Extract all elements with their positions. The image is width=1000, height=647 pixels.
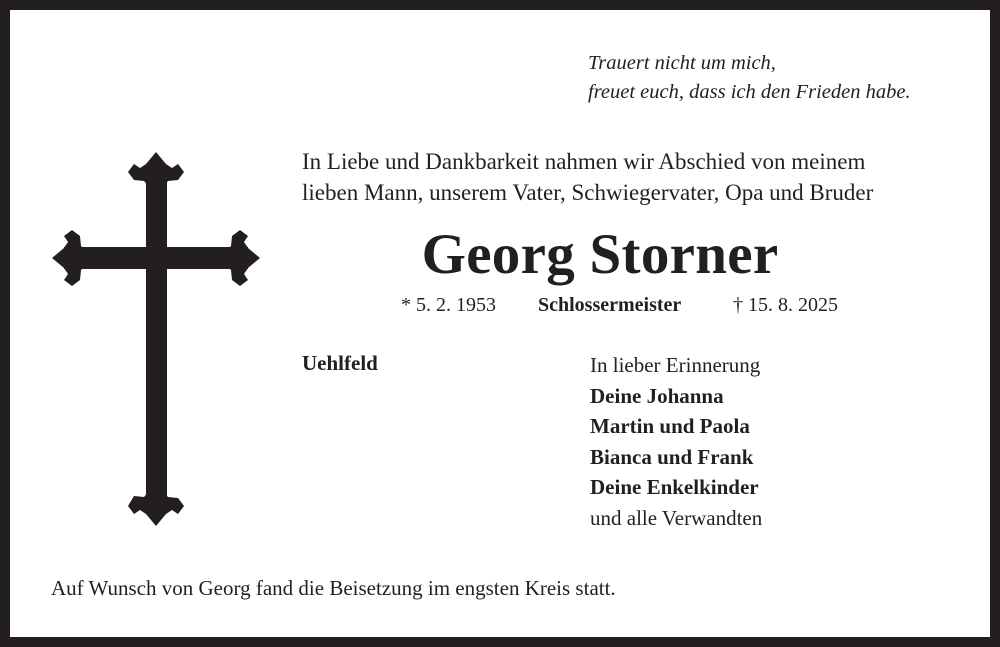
birth-date: * 5. 2. 1953 (401, 294, 496, 316)
mourners-list (590, 350, 762, 533)
mourners-intro: In lieber Erinnerung (590, 353, 761, 377)
deceased-name: Georg Storner (421, 223, 779, 286)
quote-line-1: Trauert nicht um mich, (588, 52, 776, 74)
intro-line-1: In Liebe und Dankbarkeit nahmen wir Abschied von meinem (302, 149, 866, 174)
intro-line-2: lieben Mann, unserem Vater, Schwiegervater, Opa und Bruder (302, 180, 874, 205)
intro-text (302, 146, 873, 208)
mourner-name: Martin und Paola (590, 414, 750, 438)
death-date: † 15. 8. 2025 (733, 294, 838, 316)
mourner-name: Deine Enkelkinder (590, 475, 759, 499)
cross-icon (50, 150, 262, 528)
place: Uehlfeld (302, 351, 378, 375)
mourner-name: Deine Johanna (590, 383, 724, 408)
mourner-name: Bianca und Frank (590, 444, 754, 469)
profession: Schlossermeister (538, 294, 682, 316)
footer-note: Auf Wunsch von Georg fand die Beisetzung im engsten Kreis statt. (51, 576, 616, 600)
quote-line-2: freuet euch, dass ich den Frieden habe. (588, 81, 911, 103)
obituary-card (10, 10, 990, 637)
mourners-closing: und alle Verwandten (590, 505, 763, 530)
quote-block (588, 49, 911, 107)
